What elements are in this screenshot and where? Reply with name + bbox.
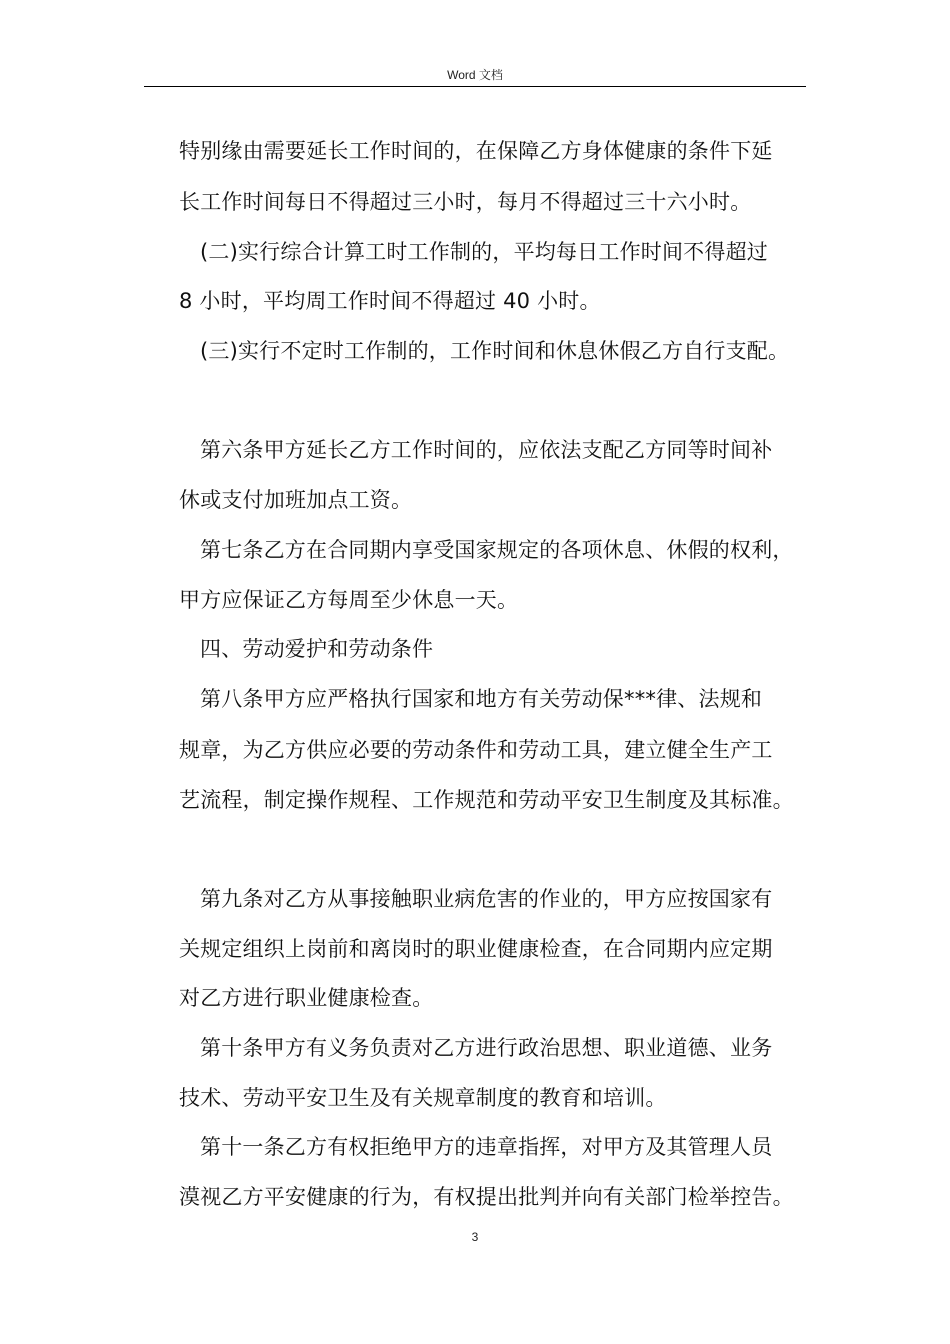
page-header-title: Word 文档 (447, 68, 503, 82)
section-heading: 四、劳动爱护和劳动条件 (200, 637, 434, 661)
body-line: 甲方应保证乙方每周至少休息一天。 (179, 588, 519, 612)
body-line: 艺流程，制定操作规程、工作规范和劳动平安卫生制度及其标准。 (179, 788, 794, 812)
body-line: 特别缘由需要延长工作时间的，在保障乙方身体健康的条件下延 (179, 139, 773, 163)
body-line: 规章，为乙方供应必要的劳动条件和劳动工具，建立健全生产工 (179, 738, 773, 762)
body-line: 技术、劳动平安卫生及有关规章制度的教育和培训。 (179, 1086, 667, 1110)
body-line: 第十一条乙方有权拒绝甲方的违章指挥，对甲方及其管理人员 (200, 1135, 773, 1159)
body-line: 对乙方进行职业健康检查。 (179, 986, 434, 1010)
body-line: 长工作时间每日不得超过三小时，每月不得超过三十六小时。 (179, 190, 752, 214)
body-line: (三)实行不定时工作制的，工作时间和休息休假乙方自行支配。 (200, 339, 790, 363)
body-line: 第七条乙方在合同期内享受国家规定的各项休息、休假的权利， (200, 538, 794, 562)
body-line: 第十条甲方有义务负责对乙方进行政治思想、职业道德、业务 (200, 1036, 773, 1060)
body-line: 漠视乙方平安健康的行为，有权提出批判并向有关部门检举控告。 (179, 1185, 794, 1209)
page-number: 3 (471, 1230, 479, 1244)
body-line: (二)实行综合计算工时工作制的，平均每日工作时间不得超过 (200, 240, 768, 264)
body-line: 休或支付加班加点工资。 (179, 488, 413, 512)
body-line: 第八条甲方应严格执行国家和地方有关劳动保***律、法规和 (200, 687, 763, 711)
body-line: 第六条甲方延长乙方工作时间的，应依法支配乙方同等时间补 (200, 438, 773, 462)
body-line: 8 小时，平均周工作时间不得超过 40 小时。 (179, 289, 601, 313)
body-line: 关规定组织上岗前和离岗时的职业健康检查，在合同期内应定期 (179, 937, 773, 961)
body-line: 第九条对乙方从事接触职业病危害的作业的，甲方应按国家有 (200, 887, 773, 911)
header-divider (144, 86, 806, 87)
